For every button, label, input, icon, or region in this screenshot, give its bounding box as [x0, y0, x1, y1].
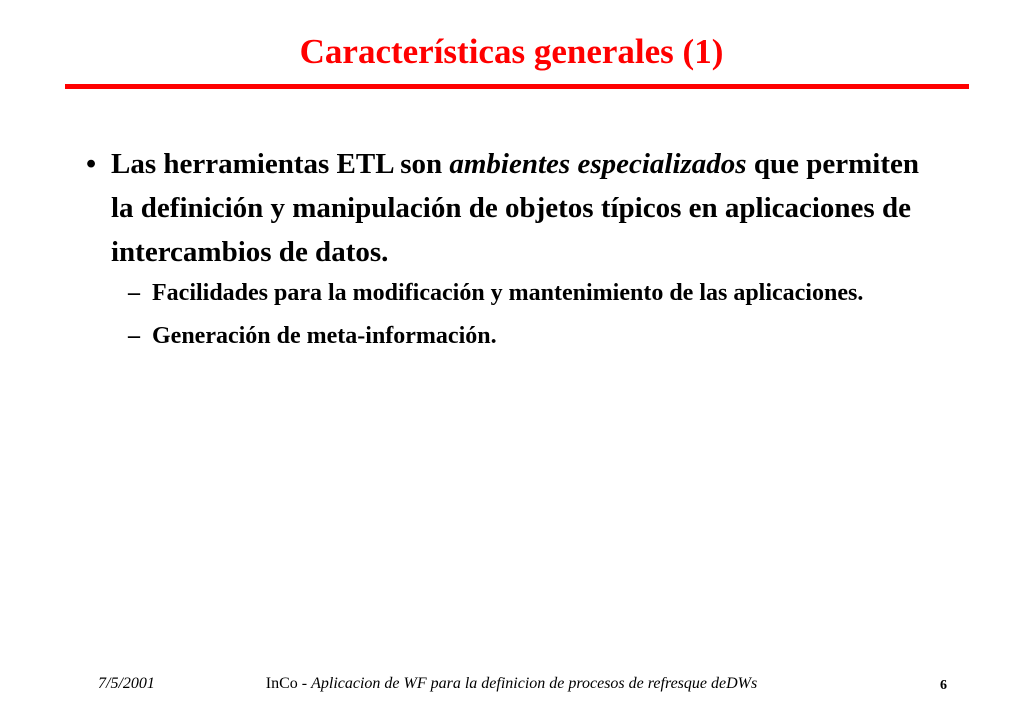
title-underline [65, 84, 969, 89]
bullet-text-emphasis: ambientes especializados [449, 148, 747, 180]
slide-content [86, 142, 946, 363]
bullet-text-start: Las herramientas ETL son [111, 148, 450, 180]
sub-bullet-text: Facilidades para la modificación y mantenimiento de las aplicaciones. [152, 280, 864, 306]
footer-title [0, 674, 1023, 694]
sub-bullet-marker: – [128, 280, 140, 306]
sub-bullet-item-facilidades [128, 277, 946, 310]
bullet-text-end: que permiten la definición y manipulación de objetos típicos en aplicaciones de intercambios de datos. [111, 148, 919, 268]
slide-title: Características generales (1) [299, 32, 724, 71]
sub-bullet-marker: – [128, 323, 140, 349]
footer-description: Aplicacion de WF para la definicion de procesos de refresque deDWs [311, 675, 758, 692]
sub-bullet-text: Generación de meta-información. [152, 323, 497, 349]
bullet-item [86, 142, 946, 274]
footer-org: InCo - [265, 675, 312, 692]
footer-date: 7/5/2001 [98, 675, 155, 692]
bullet-marker: • [86, 148, 97, 180]
sub-bullet-list [86, 277, 946, 353]
sub-bullet-item-generacion [128, 320, 946, 353]
page-number: 6 [940, 678, 947, 693]
